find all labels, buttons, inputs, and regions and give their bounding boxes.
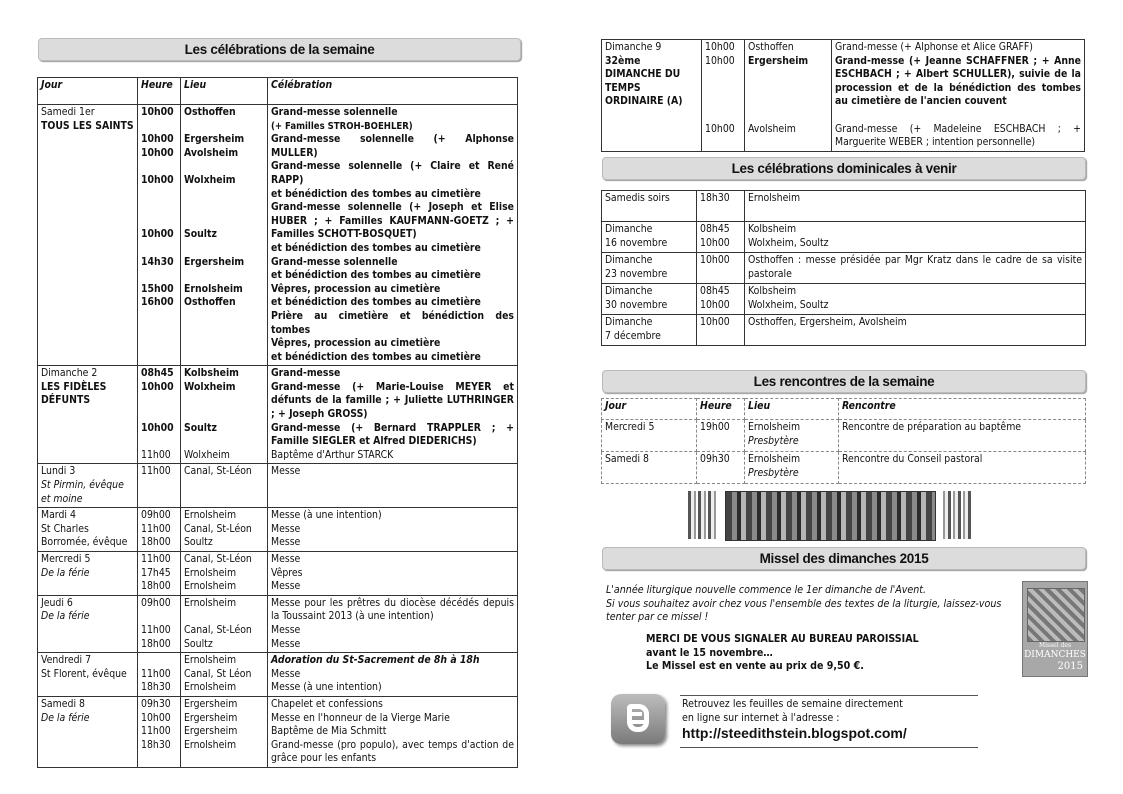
place-cell: Osthoffen, Ergersheim, Avolsheim	[745, 315, 1086, 346]
col-celebration: Célébration	[268, 78, 518, 105]
day-subtitle: LES FIDÈLES DÉFUNTS	[41, 380, 107, 407]
entry-place: Ernolsheim	[184, 282, 243, 295]
entry-place: Avolsheim	[184, 146, 239, 159]
day-subtitle: St Charles Borromée, évêque	[41, 522, 128, 549]
day-subtitle: De la férie	[41, 610, 90, 623]
hour-cell: 10h00	[697, 315, 745, 346]
table-row	[38, 366, 518, 464]
hour-cell	[138, 508, 181, 552]
entry-celebration: Vêpres	[271, 566, 303, 579]
day-cell	[38, 508, 138, 552]
day-subtitle: St Florent, évêque	[41, 667, 127, 680]
entry-place: Ernolsheim	[184, 738, 237, 751]
entry-celebration-extra: et bénédiction des tombes au cimetière	[271, 187, 481, 200]
entry-place: Canal, St-Léon	[184, 553, 252, 566]
entry-celebration-extra: et bénédiction des tombes au cimetière	[271, 350, 481, 363]
blog-rule-top	[680, 695, 978, 696]
entry-celebration: Grand-messe (+ Jeanne SCHAFFNER ; + Anne ESCHBACH ; + Albert SCHULLER), suivie de la procession et de la bénédiction des tombes au cimetière de l'ancien couvent	[835, 54, 1081, 108]
entry-hour: 11h00	[141, 667, 171, 680]
missel-bold1: MERCI DE VOUS SIGNALER AU BUREAU PAROISSIAL	[646, 633, 919, 645]
entry-hour: 10h00	[141, 228, 174, 241]
entry-hour	[141, 654, 177, 668]
hour-cell	[138, 552, 181, 596]
day-subtitle: De la férie	[41, 566, 90, 579]
day-label: Mardi 4	[41, 509, 76, 522]
hour-cell: 19h00	[697, 420, 745, 452]
day-cell	[38, 105, 138, 366]
entry-place: Kolbsheim	[184, 367, 239, 380]
section-header-missel: Missel des dimanches 2015	[602, 547, 1086, 570]
table-row	[38, 508, 518, 552]
entry-celebration: Prière au cimetière et bénédiction des tombes	[271, 309, 514, 336]
day-cell	[38, 464, 138, 508]
entry-celebration: Grand-messe solennelle	[271, 106, 398, 118]
dimanche9-body	[602, 40, 1085, 152]
entry-place: Osthoffen	[184, 106, 236, 118]
day-cell: Mercredi 5	[602, 420, 697, 452]
book-title-1: Missel des	[1038, 642, 1072, 649]
entry-hour: 11h00	[141, 623, 171, 636]
day-subtitle: St Pirmin, évêque et moine	[41, 479, 124, 505]
table-row	[602, 191, 1086, 222]
rencontres-body	[602, 420, 1086, 484]
entry-hour: 11h00	[141, 553, 171, 566]
blog-url-link[interactable]: http://steedithstein.blogspot.com/	[682, 725, 907, 741]
entry-hour: 11h00	[141, 448, 171, 461]
entry-celebration: Grand-messe solennelle	[271, 255, 398, 268]
place-cell	[181, 552, 268, 596]
entry-place: Ergersheim	[748, 54, 809, 67]
table-row	[38, 105, 518, 366]
col-lieu: Lieu	[745, 399, 839, 420]
entry-hour: 11h00	[141, 522, 171, 535]
entry-celebration: Grand-messe (+ Madeleine ESCHBACH ; + Marguerite WEBER ; intention personnelle)	[835, 122, 1081, 149]
entry-hour: 18h30	[141, 738, 171, 751]
entry-hour: 09h00	[141, 509, 171, 522]
entry-place: Ergersheim	[184, 133, 245, 146]
entry-hour: 10h00	[141, 146, 174, 159]
entry-hour: 10h00	[705, 41, 735, 53]
day-label: Samedi 8	[41, 697, 85, 710]
entry-celebration: Baptême d'Arthur STARCK	[271, 448, 394, 461]
entry-hour: 16h00	[141, 296, 174, 309]
entry-place: Ernolsheim	[184, 596, 237, 609]
day-label: Vendredi 7	[41, 654, 92, 667]
hour-cell	[702, 40, 745, 152]
entry-celebration: Messe	[271, 536, 301, 549]
entry-hour: 10h00	[141, 173, 174, 186]
table-row	[602, 222, 1086, 253]
entry-celebration-extra: et bénédiction des tombes au cimetière	[271, 241, 481, 254]
entry-celebration: Grand-messe (+ Bernard TRAPPLER ; + Famille SIEGLER et Alfred DIEDERICHS)	[271, 421, 514, 448]
place-sub: Presbytère	[748, 466, 799, 479]
col-jour: Jour	[38, 78, 138, 105]
book-year: 2015	[1057, 661, 1083, 672]
celebration-cell	[268, 595, 518, 652]
hour-cell	[138, 464, 181, 508]
celebrations-table	[37, 77, 518, 768]
col-heure: Heure	[697, 399, 745, 420]
entry-celebration: Messe	[271, 637, 301, 650]
entry-hour: 10h00	[141, 106, 174, 118]
table-row	[602, 315, 1086, 346]
table-row	[38, 464, 518, 508]
entry-place: Wolxheim	[184, 380, 236, 393]
place-cell	[181, 595, 268, 652]
entry-place: Canal, St-Léon	[184, 465, 252, 478]
entry-hour: 11h00	[141, 725, 171, 738]
entry-celebration: Grand-messe solennelle (+ Claire et René RAPP)	[271, 160, 514, 186]
day-label: Jeudi 6	[41, 596, 73, 609]
day-label: Dimanche 2	[41, 367, 98, 380]
blogger-icon	[611, 694, 665, 744]
day-subtitle: De la férie	[41, 711, 90, 724]
entry-hour: 18h00	[141, 637, 171, 650]
section-header-rencontres: Les rencontres de la semaine	[602, 370, 1086, 393]
entry-celebration: Grand-messe (pro populo), avec temps d'action de grâce pour les enfants	[271, 738, 514, 765]
entry-celebration: Grand-messe solennelle (+ Alphonse MULLER)	[271, 133, 514, 159]
entry-celebration: Messe (à une intention)	[271, 509, 382, 522]
place-cell: Ernolsheim	[745, 191, 1086, 222]
entry-hour: 10h00	[141, 711, 171, 724]
day-cell: Dimanche 16 novembre	[602, 222, 697, 253]
entry-place: Soultz	[184, 637, 213, 650]
day-label: Samedi 1er	[41, 106, 95, 118]
missel-bold3: Le Missel est en vente au prix de 9,50 €.	[646, 660, 864, 672]
rencontre-cell: Rencontre du Conseil pastoral	[839, 452, 1086, 484]
place-cell	[181, 508, 268, 552]
day-label: Dimanche 9	[605, 41, 662, 53]
entry-celebration: Grand-messe solennelle (+ Joseph et Elise HUBER ; + Familles KAUFMANN-GOETZ ; + Familles SCHOTT-BOSQUET)	[271, 201, 514, 241]
rencontre-cell: Rencontre de préparation au baptême	[839, 420, 1086, 452]
place-cell	[181, 696, 268, 767]
entry-place: Ernolsheim	[184, 509, 237, 522]
entry-celebration: Grand-messe (+ Alphonse et Alice GRAFF)	[835, 41, 1033, 53]
table-row	[38, 595, 518, 652]
entry-place: Osthoffen	[748, 41, 794, 53]
day-cell	[38, 653, 138, 697]
place-cell: Osthoffen : messe présidée par Mgr Kratz dans le cadre de sa visite pastorale	[745, 253, 1086, 284]
day-cell: Dimanche 7 décembre	[602, 315, 697, 346]
hour-cell: 08h45 10h00	[697, 284, 745, 315]
entry-celebration: Chapelet et confessions	[271, 697, 383, 710]
missel-line1: L'année liturgique nouvelle commence le 1er dimanche de l'Avent.	[606, 584, 927, 596]
table-row	[602, 40, 1085, 152]
rencontres-header-row	[602, 399, 1086, 420]
entry-place: Ergersheim	[184, 255, 245, 268]
hour-cell: 08h45 10h00	[697, 222, 745, 253]
entry-celebration-extra: et bénédiction des tombes au cimetière	[271, 296, 481, 309]
blog-text	[682, 698, 978, 725]
entry-celebration: Grand-messe (+ Marie-Louise MEYER et défunts de la famille ; + Juliette LUTHRINGER ; + Joseph GROSS)	[271, 380, 514, 421]
entry-place: Soultz	[184, 228, 217, 241]
hour-cell	[138, 595, 181, 652]
entry-hour: 14h30	[141, 255, 174, 268]
hour-cell: 18h30	[697, 191, 745, 222]
place-sub: Presbytère	[748, 434, 799, 447]
entry-place: Avolsheim	[748, 122, 796, 135]
entry-celebration-extra: et bénédiction des tombes au cimetière	[271, 269, 481, 282]
blog-line2: en ligne sur internet à l'adresse :	[682, 711, 840, 724]
entry-hour: 10h00	[141, 380, 174, 393]
place-cell	[745, 452, 839, 484]
hour-cell	[138, 696, 181, 767]
rencontres-table	[601, 398, 1086, 484]
entry-celebration: Messe	[271, 465, 301, 478]
table-row	[38, 653, 518, 697]
celebration-cell	[268, 464, 518, 508]
entry-hour: 09h30	[141, 697, 171, 710]
entry-place: Ergersheim	[184, 711, 238, 724]
place-cell: Kolbsheim Wolxheim, Soultz	[745, 284, 1086, 315]
entry-place: Canal, St Léon	[184, 667, 252, 680]
entry-celebration: Adoration du St-Sacrement de 8h à 18h	[271, 654, 480, 667]
day-cell	[38, 552, 138, 596]
hour-cell	[138, 653, 181, 697]
missel-bold2: avant le 15 novembre…	[646, 646, 773, 659]
dominicales-body	[602, 191, 1086, 346]
entry-place: Ergersheim	[184, 725, 238, 738]
day-label: Lundi 3	[41, 465, 76, 478]
day-cell: Dimanche 23 novembre	[602, 253, 697, 284]
entry-place: Ernolsheim	[184, 580, 237, 593]
place-cell	[181, 105, 268, 366]
day-cell	[38, 696, 138, 767]
entry-place: Ernolsheim	[184, 566, 237, 579]
book-title-2: DIMANCHES	[1024, 650, 1086, 660]
place-cell	[181, 366, 268, 464]
blog-rule-bottom	[680, 747, 978, 748]
blog-line1: Retrouvez les feuilles de semaine directement	[682, 698, 903, 710]
place-name: Ernolsheim	[748, 453, 801, 465]
celebration-cell	[832, 40, 1085, 152]
entry-hour: 15h00	[141, 282, 174, 295]
saints-illustration	[688, 491, 971, 539]
entry-hour: 10h00	[141, 133, 174, 146]
section-header-celebrations: Les célébrations de la semaine	[38, 38, 521, 61]
entry-celebration: Vêpres, procession au cimetière	[271, 282, 441, 295]
entry-hour: 18h00	[141, 580, 171, 593]
entry-place: Wolxheim	[184, 448, 230, 461]
missel-notice	[646, 633, 1016, 674]
celebration-cell	[268, 552, 518, 596]
entry-place: Osthoffen	[184, 296, 236, 309]
day-subtitle: TOUS LES SAINTS	[41, 119, 134, 132]
col-jour: Jour	[602, 399, 697, 420]
day-cell: Samedi 8	[602, 452, 697, 484]
table-header-row	[38, 78, 518, 105]
table-row	[602, 253, 1086, 284]
entry-hour: 11h00	[141, 465, 171, 478]
celebration-cell	[268, 696, 518, 767]
entry-hour: 08h45	[141, 367, 174, 380]
entry-place: Ergersheim	[184, 697, 238, 710]
hour-cell: 10h00	[697, 253, 745, 284]
day-subtitle: 32ème DIMANCHE DU TEMPS ORDINAIRE (A)	[605, 54, 683, 108]
entry-place: Ernolsheim	[184, 681, 237, 694]
missel-book-cover	[1022, 581, 1088, 677]
entry-place: Soultz	[184, 421, 217, 434]
entry-celebration: Grand-messe	[271, 367, 341, 380]
celebration-cell	[268, 508, 518, 552]
entry-hour: 18h30	[141, 681, 171, 694]
entry-hour: 09h00	[141, 596, 171, 609]
place-cell	[745, 420, 839, 452]
entry-celebration: Baptême de Mia Schmitt	[271, 725, 387, 738]
entry-hour: 10h00	[705, 54, 735, 67]
place-cell	[181, 653, 268, 697]
entry-celebration: Messe en l'honneur de la Vierge Marie	[271, 711, 450, 724]
entry-celebration: Messe	[271, 522, 301, 535]
col-lieu: Lieu	[181, 78, 268, 105]
table-row	[602, 420, 1086, 452]
entry-celebration: Messe	[271, 623, 301, 636]
entry-celebration: Messe (à une intention)	[271, 681, 382, 694]
missel-line2: Si vous souhaitez avoir chez vous l'ensemble des textes de la liturgie, laissez-vous tenter par ce missel !	[606, 597, 1002, 623]
day-cell	[602, 40, 702, 152]
entry-celebration: Vêpres, procession au cimetière	[271, 337, 441, 350]
missel-intro	[606, 584, 1016, 625]
day-cell	[38, 366, 138, 464]
entry-hour: 17h45	[141, 566, 171, 579]
entry-celebration-extra: (+ Familles STROH-BOEHLER)	[271, 120, 413, 132]
entry-place: Canal, St-Léon	[184, 522, 252, 535]
celebration-cell	[268, 366, 518, 464]
place-name: Ernolsheim	[748, 421, 801, 433]
entry-place: Canal, St-Léon	[184, 623, 252, 636]
place-cell: Kolbsheim Wolxheim, Soultz	[745, 222, 1086, 253]
entry-place: Wolxheim	[184, 173, 236, 186]
table-row	[602, 284, 1086, 315]
hour-cell	[138, 366, 181, 464]
place-cell	[745, 40, 832, 152]
table-row	[38, 696, 518, 767]
entry-place: Soultz	[184, 536, 213, 549]
col-rencontre: Rencontre	[839, 399, 1086, 420]
celebrations-body	[38, 105, 518, 768]
day-cell: Dimanche 30 novembre	[602, 284, 697, 315]
place-cell	[181, 464, 268, 508]
entry-celebration: Messe	[271, 580, 301, 593]
entry-hour: 10h00	[141, 421, 174, 434]
entry-place: Ernolsheim	[184, 654, 237, 667]
entry-celebration: Messe	[271, 667, 301, 680]
hour-cell	[138, 105, 181, 366]
dominicales-table	[601, 190, 1086, 346]
hour-cell: 09h30	[697, 452, 745, 484]
table-row	[602, 452, 1086, 484]
section-header-dominicales: Les célébrations dominicales à venir	[602, 157, 1086, 180]
entry-hour: 18h00	[141, 536, 171, 549]
celebration-cell	[268, 653, 518, 697]
entry-celebration: Messe	[271, 553, 301, 566]
day-cell: Samedis soirs	[602, 191, 697, 222]
entry-celebration: Messe pour les prêtres du diocèse décédés depuis la Toussaint 2013 (à une intention)	[271, 596, 514, 623]
dimanche9-table	[601, 39, 1085, 152]
entry-hour: 10h00	[705, 122, 735, 135]
celebration-cell	[268, 105, 518, 366]
day-label: Mercredi 5	[41, 553, 91, 566]
col-heure: Heure	[138, 78, 181, 105]
day-cell	[38, 595, 138, 652]
table-row	[38, 552, 518, 596]
